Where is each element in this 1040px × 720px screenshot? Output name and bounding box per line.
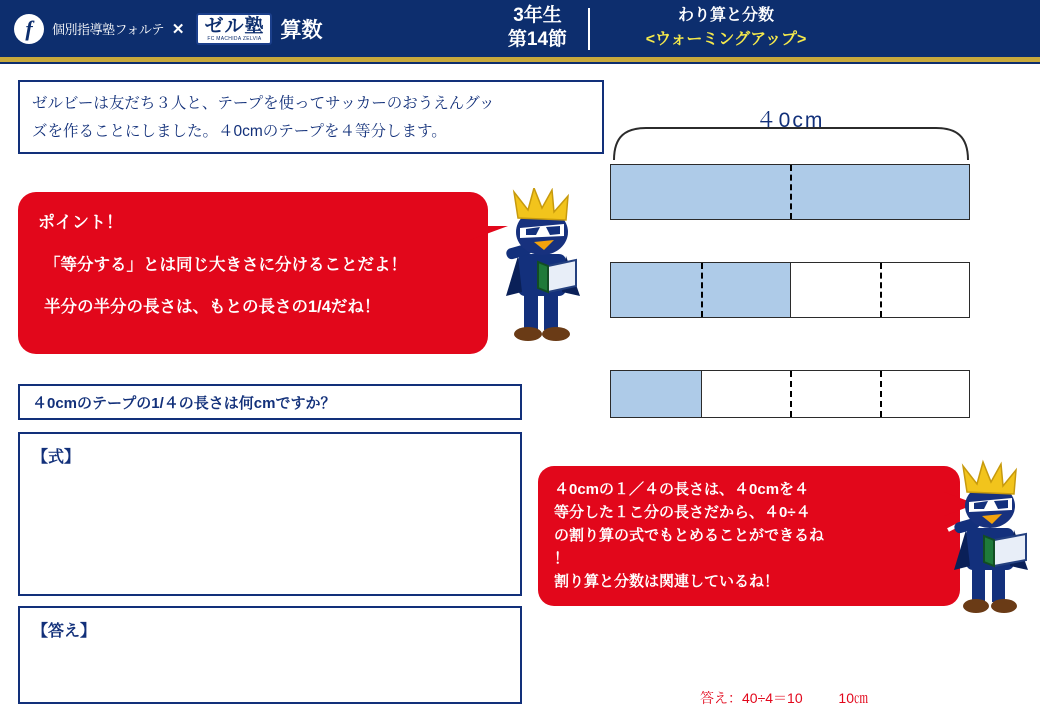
tape-total-label: ４0cm <box>755 109 825 132</box>
explanation-line-3: の割り算の式でもとめることができるね <box>554 527 825 544</box>
explanation-callout <box>538 466 960 606</box>
explanation-line-5: 割り算と分数は関連しているね！ <box>554 573 780 590</box>
point-line-2: 半分の半分の長さは、もとの長さの1/4だね！ <box>44 298 381 316</box>
explanation-line-1: ４0cmの１／４の長さは、４0cmを４ <box>554 481 810 498</box>
unit-title: わり算と分数 <box>677 7 774 24</box>
forte-logo-icon: f <box>14 14 44 44</box>
tape-brace-icon <box>612 126 970 160</box>
unit-subtitle: <ウォーミングアップ> <box>645 31 807 48</box>
point-callout <box>18 192 488 354</box>
grade-line2: 第14節 <box>507 29 568 50</box>
answer-key-unit: 10㎝ <box>838 690 868 706</box>
answer-key <box>700 688 1020 708</box>
formula-answer-area[interactable] <box>18 432 522 596</box>
header-navy-rule <box>0 62 1040 64</box>
tape-row-quarter <box>610 370 970 418</box>
header-divider <box>588 8 590 50</box>
problem-line-2: ズを作ることにしました。４0cmのテープを４等分します。 <box>32 123 447 140</box>
explanation-line-2: 等分した１こ分の長さだから、４0÷４ <box>554 504 811 521</box>
tape-fill <box>611 371 701 417</box>
grade-line1: 3年生 <box>513 5 562 26</box>
tape-row-half <box>610 262 970 318</box>
zelvy-mascot-pointing <box>488 188 598 348</box>
tape-solid-divider <box>701 371 702 417</box>
question-text: ４0cmのテープの1/４の長さは何cmですか？ <box>32 394 336 412</box>
problem-line-1: ゼルビーは友だち３人と、テープを使ってサッカーのおうえんグッ <box>32 95 495 112</box>
subject-label: 算数 <box>280 18 323 42</box>
point-title: ポイント！ <box>38 213 123 232</box>
tape-solid-divider <box>790 263 791 317</box>
brand-name: 個別指導塾フォルテ <box>52 22 164 37</box>
question-box <box>18 384 522 420</box>
zelvia-logo-sublabel: FC MACHIDA ZELVIA <box>207 35 262 42</box>
final-answer-area[interactable] <box>18 606 522 704</box>
tape-row-full <box>610 164 970 220</box>
point-line-1: 「等分する」とは同じ大きさに分けることだよ！ <box>44 256 407 274</box>
tape-dashed-divider <box>701 263 703 317</box>
unit-block <box>596 4 856 52</box>
grade-block <box>490 4 585 52</box>
tape-dashed-divider <box>880 263 882 317</box>
formula-label: 【式】 <box>32 449 81 466</box>
zelvia-logo <box>196 13 272 45</box>
collab-cross-icon: ✕ <box>171 20 185 38</box>
tape-dashed-divider <box>880 371 882 417</box>
zelvia-logo-label: ゼル塾 <box>204 15 265 37</box>
problem-statement-box <box>18 80 604 154</box>
answer-label: 【答え】 <box>32 623 97 640</box>
tape-dashed-divider <box>790 371 792 417</box>
tape-dashed-divider <box>790 165 792 219</box>
answer-key-expression: 答え：40÷4＝10 <box>700 690 803 706</box>
explanation-line-4: ！ <box>554 550 570 567</box>
zelvy-mascot-book <box>946 458 1038 616</box>
